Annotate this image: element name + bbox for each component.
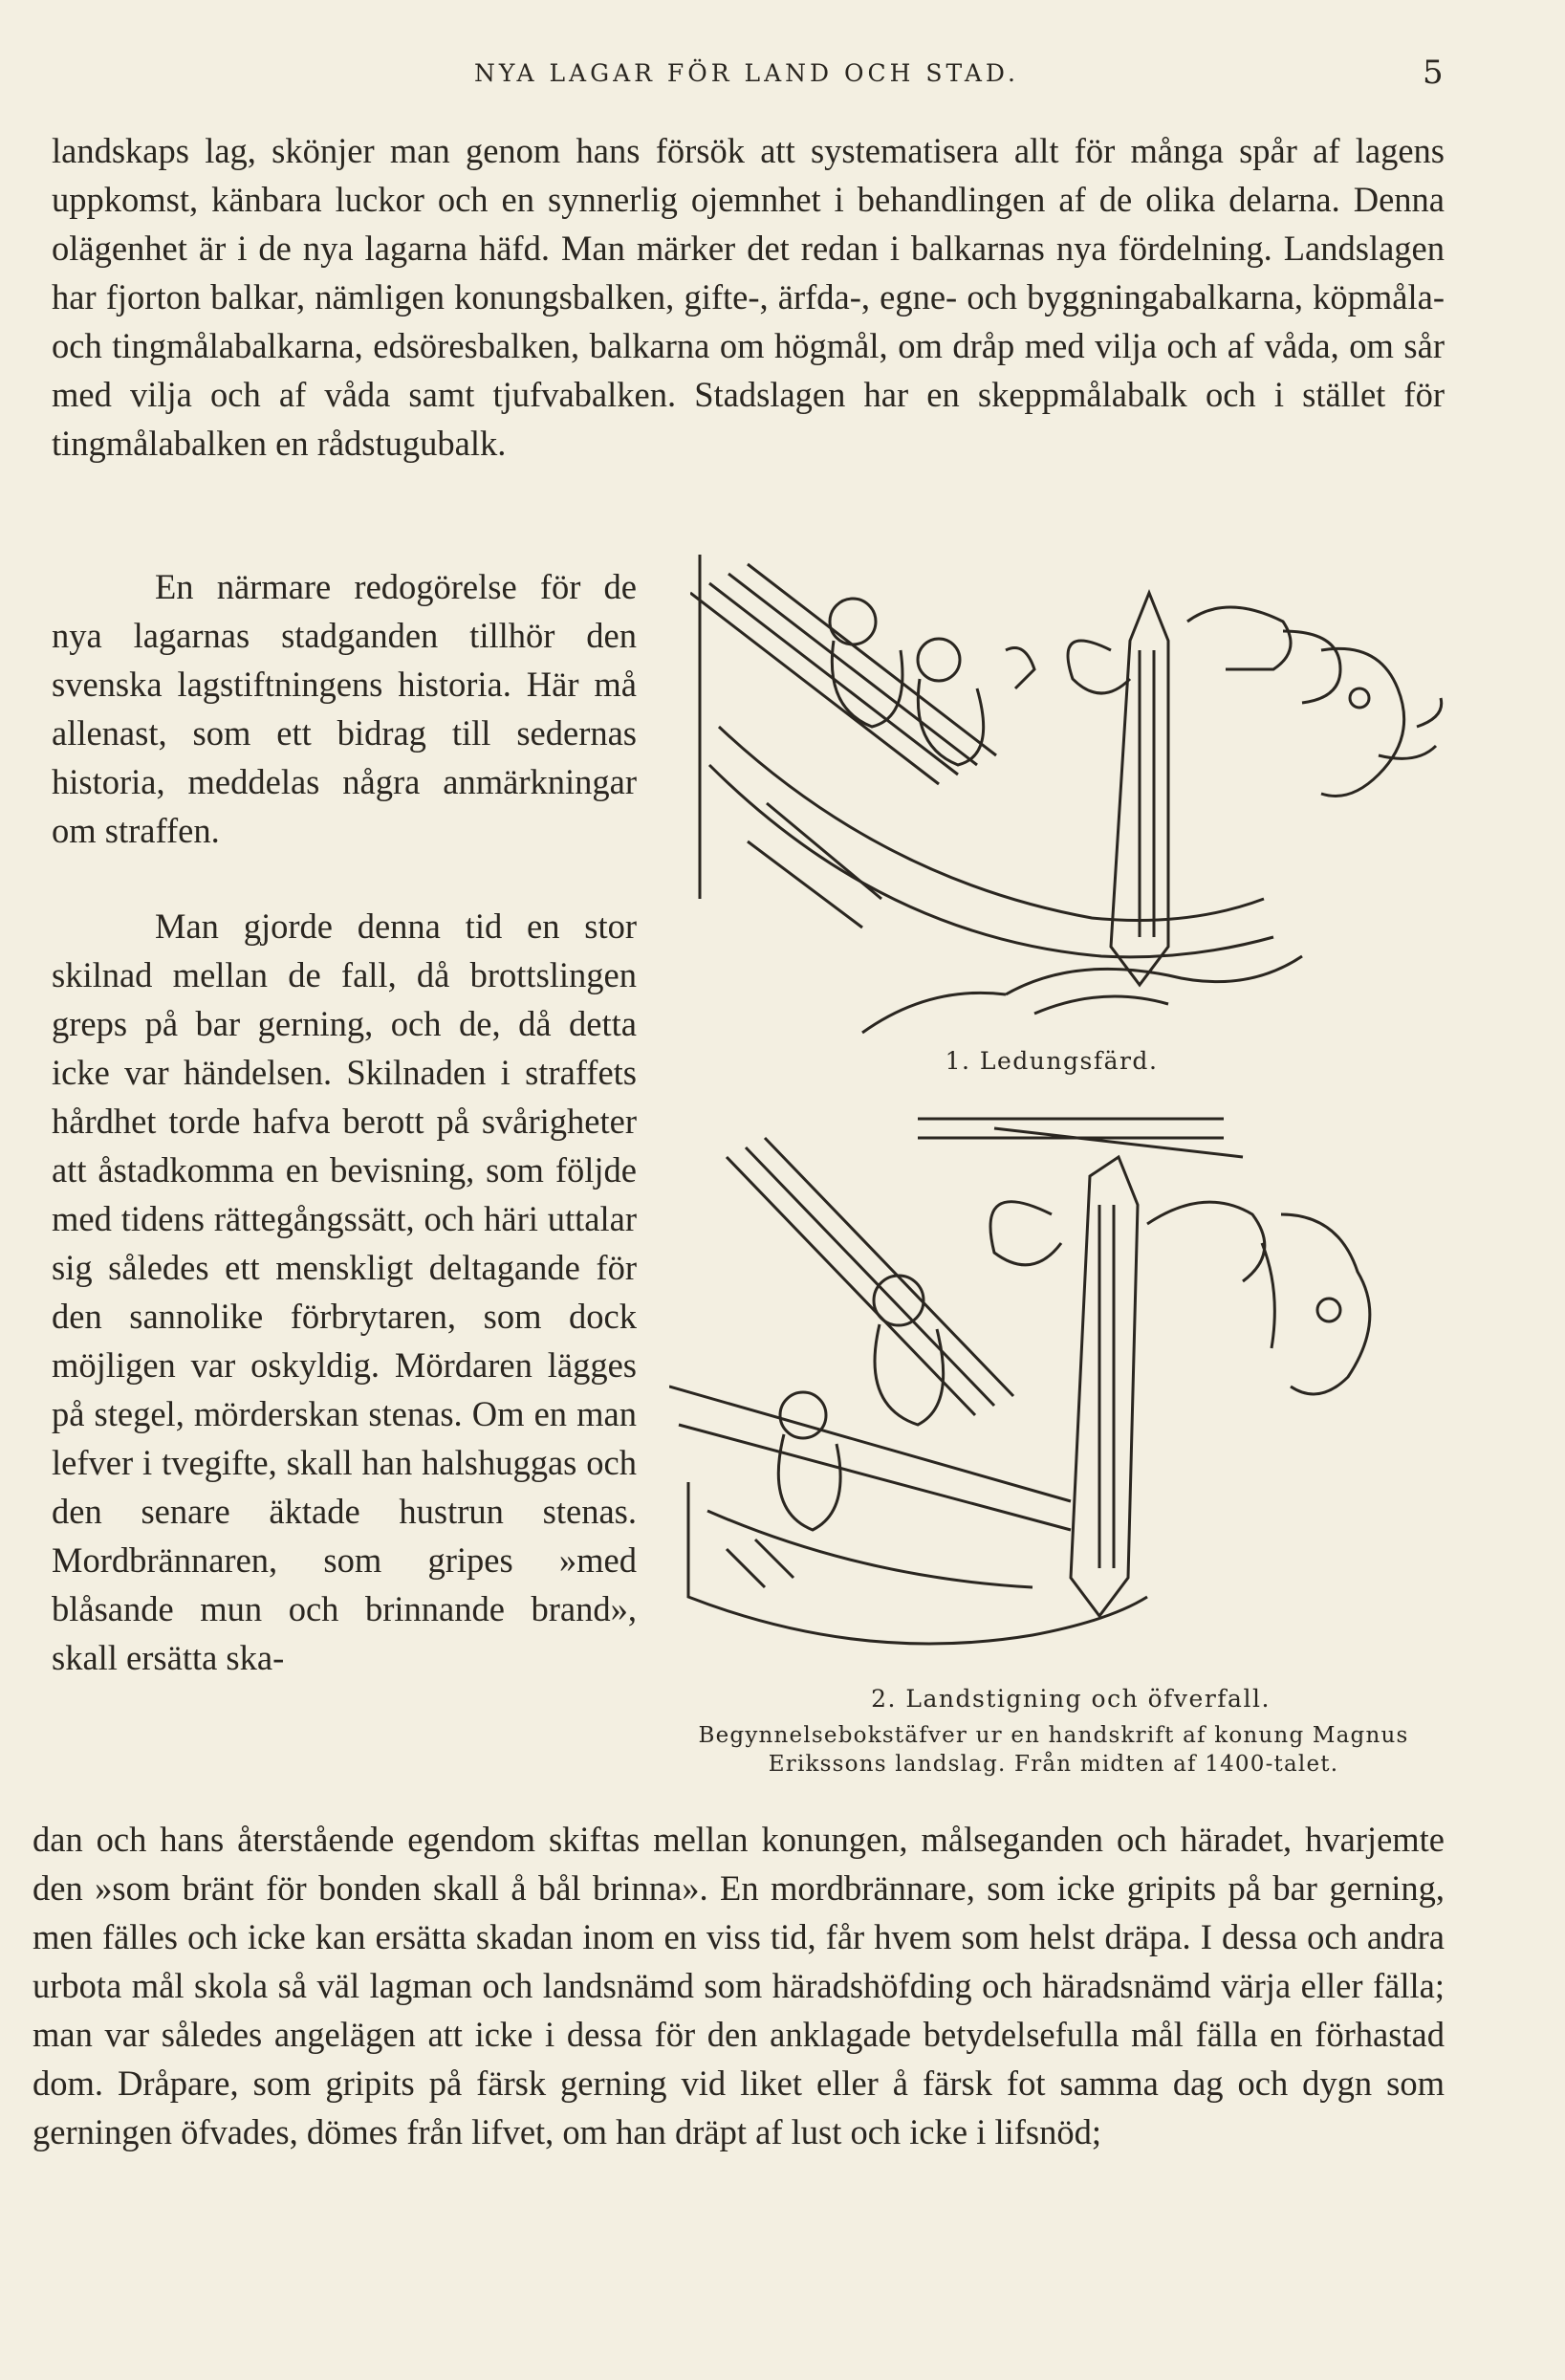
paragraph-3: Man gjorde denna tid en stor skilnad mellan de fall, då brottslingen greps på bar gerning, och de, då detta icke var händelsen. Skilnaden i straffets hårdhet torde hafva berott på svårigheter att åstadkomma en bevisning, som följde med tidens rättegångssätt, och häri uttalar sig således ett menskligt deltagande för den sannolike förbrytaren, som dock möjligen var oskyldig. Mördaren lägges på stegel, mörderskan stenas. Om en man lefver i tvegifte, skall han halshuggas och den senare äktade hustrun stenas. Mordbrännaren, som gripes »med blåsande mun och brinnande brand», skall ersätta ska- (52, 906, 637, 1677)
running-head (0, 54, 1565, 98)
paragraph-1: landskaps lag, skönjer man genom hans försök att systematisera allt för många spår af lagens uppkomst, känbara luckor och en synnerlig ojemnhet i behandlingen af de olika delarna. Denna olägenhet är i de nya lagarna häfd. Man märker det redan i balkarnas nya fördelning. Landslagen har fjorton balkar, nämligen konungsbalken, gifte-, ärfda-, egne- och byggningabalkarna, köpmåla- och tingmålabalkarna, edsöresbalken, balkarna om högmål, om dråp med vilja och af våda, om sår med vilja och af våda samt tjufvabalken. Stadslagen har en skeppmålabalk och i stället för tingmålabalken en rådstugubalk. (52, 131, 1445, 463)
figure-2-caption: 2. Landstigning och öfverfall. (871, 1685, 1271, 1713)
figure-1-caption: 1. Ledungsfärd. (945, 1047, 1159, 1075)
figure-landstigning-illustration (669, 1100, 1444, 1673)
paragraph-3-continued: dan och hans återstående egendom skiftas mellan konungen, målseganden och häradet, hvarjemte den »som bränt för bonden skall å bål brinna». En mordbrännare, som icke gripits på bar gerning, men fälles och icke kan ersätta skadan inom en viss tid, får hvem som helst dräpa. I dessa och andra urbota mål skola så väl lagman och landsnämd som häradshöfding och häradsnämd värja eller fälla; man var således angelägen att icke i dessa för den anklagade betydelsefulla mål fälla en förhastad dom. Dråpare, som gripits på färsk gerning vid liket eller å färsk fot samma dag och dygn som gerningen öfvades, dömes från lifvet, om han dräpt af lust och icke i lifsnöd; (33, 1820, 1445, 2151)
page-number: 5 (1423, 54, 1444, 92)
paragraph-2: En närmare redogörelse för de nya lagarnas stadganden tillhör den svenska lagstiftningens historia. Här må allenast, som ett bidrag till sedernas historia, meddelas några anmärkningar om straffen. (52, 567, 637, 850)
running-title: NYA LAGAR FÖR LAND OCH STAD. (474, 59, 1019, 87)
figure-ledungsfard-illustration (690, 535, 1455, 1042)
figure-source-note: Begynnelsebokstäfver ur en handskrift af konung Magnus Erikssons landslag. Från midten af 1400-talet. (698, 1723, 1409, 1777)
